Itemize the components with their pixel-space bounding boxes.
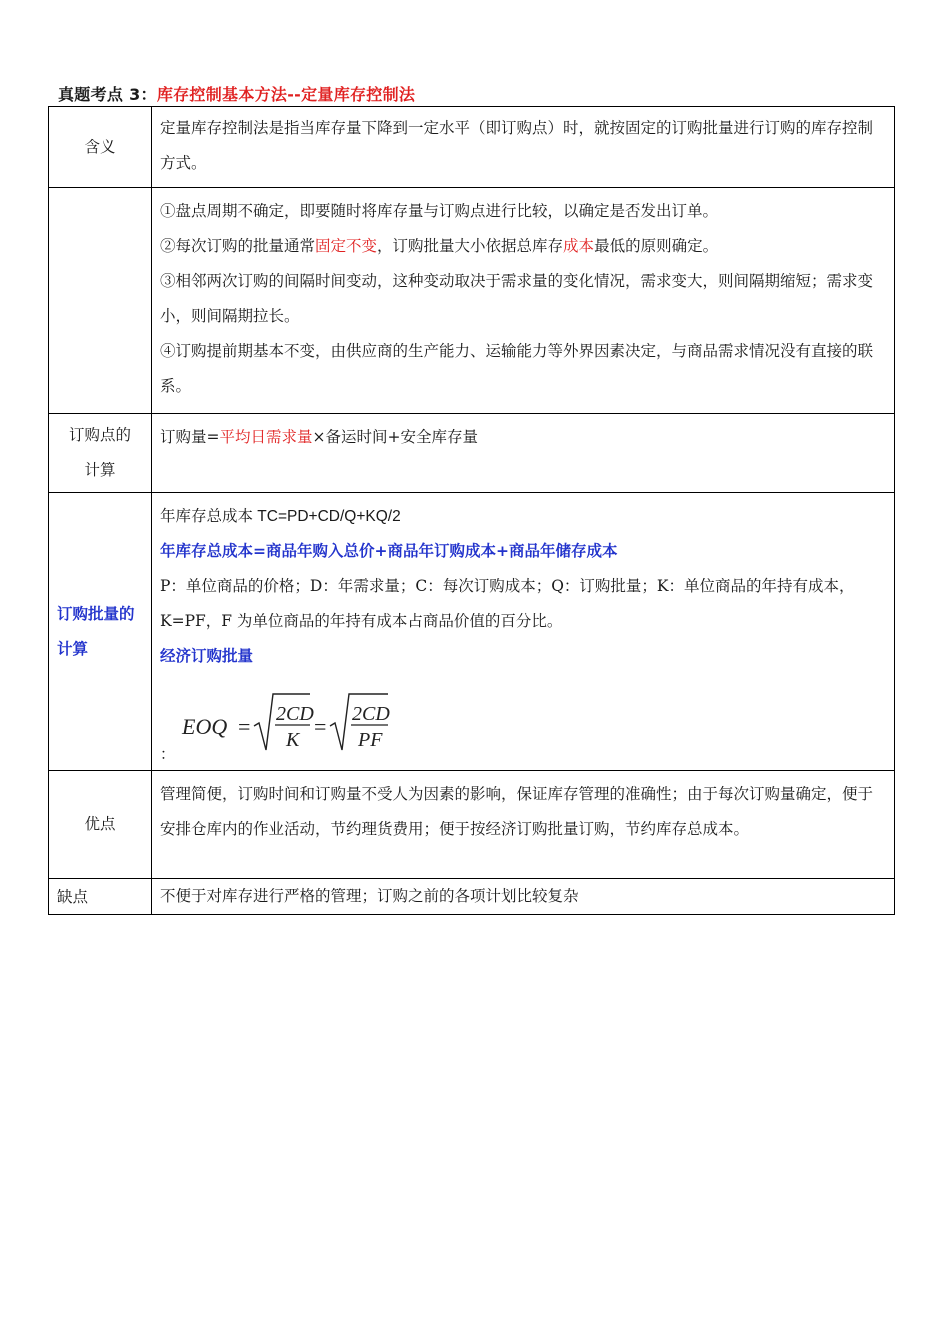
feature-2-highlight-fixed: 固定不变 [315,237,378,255]
title-prefix: 真题考点 3： [58,85,157,104]
row-disadvantages [49,879,895,915]
batch-line-2: 年库存总成本=商品年购入总价+商品年订购成本+商品年储存成本 [160,542,618,560]
eoq-numerator-1: 2CD [276,703,314,725]
feature-item-1: ①盘点周期不确定，即要随时将库存量与订购点进行比较，以确定是否发出订单。 [160,202,719,220]
section-title [58,82,415,105]
feature-item-3: ③相邻两次订购的间隔时间变动，这种变动取决于需求量的变化情况，需求变大，则间隔期缩短；需求变小，则间隔期拉长。 [160,272,874,325]
advantages-text: 管理简便，订购时间和订购量不受人为因素的影响，保证库存管理的准确性；由于每次订购量确定，便于安排仓库内的作业活动，节约理货费用；便于按经济订购批量订购，节约库存总成本。 [152,771,895,879]
batch-cell [152,493,895,771]
batch-line-3: P：单位商品的价格；D：年需求量；C：每次订购成本；Q：订购批量；K：单位商品的年持有成本，K=PF，F 为单位商品的年持有成本占商品价值的百分比。 [160,577,855,630]
row-meaning [49,107,895,188]
label-order-point: 订购点的计算 [49,414,152,493]
label-batch-cell [49,493,152,771]
batch-line-4: 经济订购批量 [160,647,254,665]
disadvantages-text: 不便于对库存进行严格的管理；订购之前的各项计划比较复杂 [152,879,895,915]
order-point-highlight: 平均日需求量 [219,428,313,446]
order-point-part-a: 订购量= [160,428,220,446]
row-advantages [49,771,895,879]
order-point-part-b: ×备运时间+安全库存量 [312,428,478,446]
row-features [49,188,895,414]
features-cell [152,188,895,414]
eoq-lhs: EOQ [182,714,228,739]
eoq-formula-graphic [160,686,400,758]
feature-2-part-a: ②每次订购的批量通常 [160,237,316,255]
feature-2-part-c: 最低的原则确定。 [594,237,719,255]
row-order-point [49,414,895,493]
label-features-empty [49,188,152,414]
eoq-equals-1: = [238,714,251,739]
eoq-equals-2: = [314,714,327,739]
eoq-numerator-2: 2CD [352,703,390,725]
feature-item-2 [160,229,886,264]
batch-line-1: 年库存总成本 TC=PD+CD/Q+KQ/2 [160,508,401,525]
label-disadvantages: 缺点 [49,879,152,915]
title-topic: 库存控制基本方法--定量库存控制法 [156,85,416,104]
feature-2-highlight-cost: 成本 [563,237,595,255]
method-table [48,106,895,915]
row-batch [49,493,895,771]
label-advantages: 优点 [49,771,152,879]
batch-trailing-colon: ： [160,745,176,763]
meaning-text: 定量库存控制法是指当库存量下降到一定水平（即订购点）时，就按固定的订购批量进行订购的库存控制方式。 [152,107,895,188]
feature-item-4: ④订购提前期基本不变，由供应商的生产能力、运输能力等外界因素决定，与商品需求情况没有直接的联系。 [160,342,874,395]
label-batch: 订购批量的计算 [57,604,135,658]
order-point-text [152,414,895,493]
eoq-denominator-1: K [286,729,300,751]
eoq-denominator-2: PF [358,729,383,751]
label-meaning: 含义 [49,107,152,188]
feature-2-part-b: ，订购批量大小依据总库存 [377,237,564,255]
